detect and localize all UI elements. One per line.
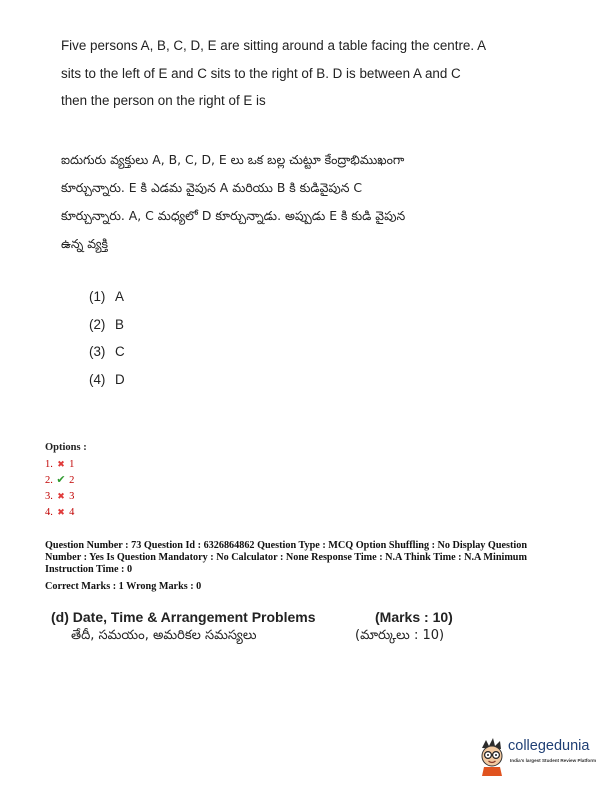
- question-english-line: sits to the left of E and C sits to the right of B. D is between A and C: [61, 65, 461, 81]
- question-metadata: [45, 540, 575, 593]
- choice-number: (2): [89, 316, 106, 332]
- option-item: [45, 504, 87, 520]
- marks-line: Correct Marks : 1 Wrong Marks : 0: [45, 581, 202, 592]
- options-label: Options :: [45, 442, 87, 453]
- choice-number: (3): [89, 344, 106, 360]
- option-value: 1: [69, 459, 75, 470]
- option-number: 3.: [45, 491, 53, 502]
- choice-item: [89, 283, 125, 311]
- section-title-english: (d) Date, Time & Arrangement Problems: [51, 609, 316, 625]
- question-telugu-line: కూర్చున్నారు. E కి ఎడమ వైపున A మరియు B కి కుడివైపున C: [61, 180, 363, 195]
- logo-brand-text: collegedunia: [508, 738, 590, 754]
- wrong-mark-icon: ✖: [57, 507, 65, 517]
- choice-number: (1): [89, 289, 106, 304]
- section-title-telugu: తేదీ, సమయం, అమరికల సమస్యలు: [71, 628, 257, 643]
- question-telugu-line: ఐదుగురు వ్యక్తులు A, B, C, D, E లు ఒక బల్ల చుట్టూ కేంద్రాభిముఖంగా: [61, 152, 405, 167]
- option-number: 1.: [45, 459, 53, 470]
- mascot-icon: [476, 736, 508, 776]
- logo-tagline: India's largest Student Review Platform: [510, 758, 597, 763]
- choice-number: (4): [89, 372, 106, 388]
- choice-item: [89, 366, 125, 394]
- option-item: [45, 456, 87, 472]
- section-marks-english: (Marks : 10): [375, 609, 453, 625]
- option-item: [45, 488, 87, 504]
- choice-item: [89, 338, 125, 366]
- question-english: [61, 32, 561, 115]
- choice-text: D: [115, 372, 125, 388]
- question-telugu-line: ఉన్న వ్యక్తి: [61, 236, 109, 251]
- option-value: 2: [69, 475, 75, 486]
- wrong-mark-icon: ✖: [57, 459, 65, 469]
- metadata-line: Number : Yes Is Question Mandatory : No Calculator : None Response Time : N.A Think Time : N.A Minimum: [45, 552, 527, 563]
- choice-text: B: [115, 316, 124, 332]
- option-number: 2.: [45, 475, 53, 486]
- choice-text: A: [115, 289, 124, 304]
- choice-item: [89, 311, 125, 339]
- option-number: 4.: [45, 507, 53, 518]
- question-english-line: then the person on the right of E is: [61, 93, 266, 108]
- correct-check-icon: ✔: [56, 474, 66, 486]
- question-telugu: [61, 146, 561, 258]
- question-english-line: Five persons A, B, C, D, E are sitting around a table facing the centre. A: [61, 38, 487, 53]
- metadata-line: Instruction Time : 0: [45, 564, 133, 575]
- option-value: 4: [69, 507, 75, 518]
- section-marks-telugu: (మార్కులు : 10): [355, 628, 445, 643]
- option-value: 3: [69, 491, 75, 502]
- question-telugu-line: కూర్చున్నారు. A, C మధ్యలో D కూర్చున్నాడు. అప్పుడు E కి కుడి వైపున: [61, 208, 406, 223]
- wrong-mark-icon: ✖: [57, 491, 65, 501]
- answer-choices: [89, 283, 125, 394]
- option-item: [45, 472, 87, 488]
- choice-text: C: [115, 344, 125, 360]
- collegedunia-logo: [476, 736, 606, 776]
- options-list: [45, 440, 87, 520]
- metadata-line: Question Number : 73 Question Id : 6326864862 Question Type : MCQ Option Shuffling : No Display Question: [45, 540, 527, 551]
